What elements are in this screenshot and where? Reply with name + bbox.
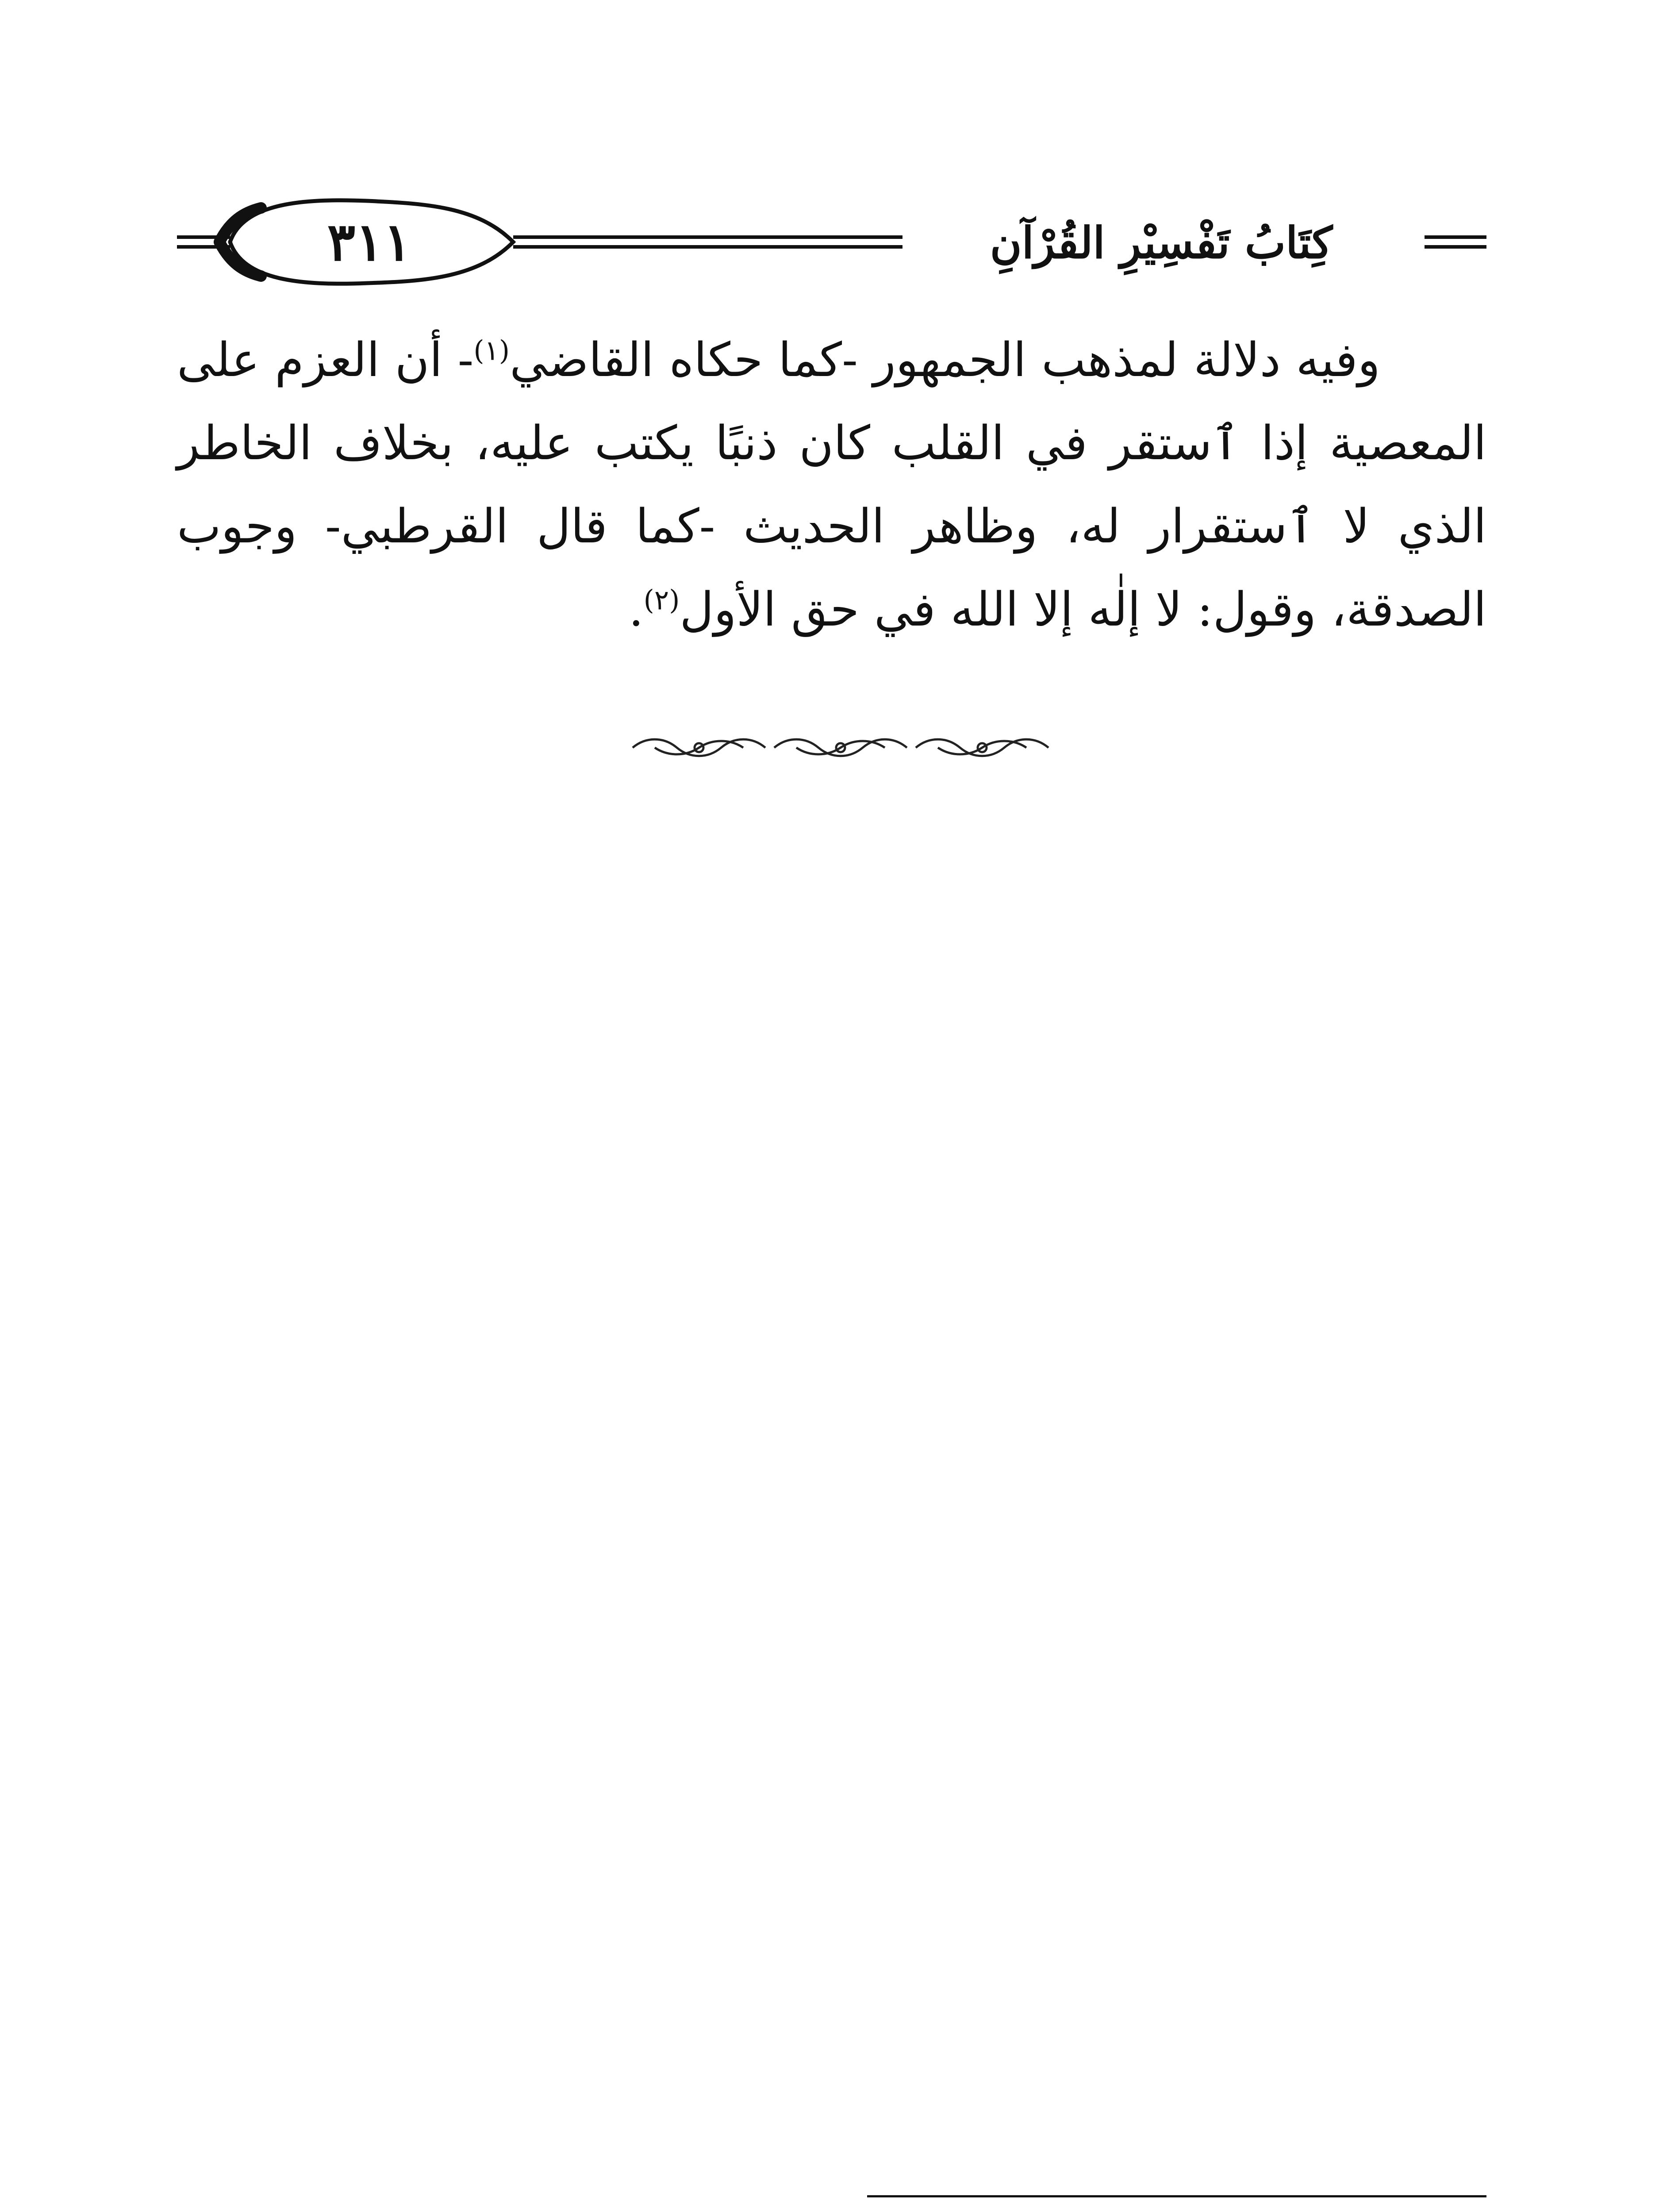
footnote-ref-2: (٢)	[643, 584, 680, 616]
main-text	[177, 319, 1486, 651]
text-line-4: وقول: لا إلٰه إلا الله في حق الأول	[680, 582, 1317, 637]
page-number: ٣١١	[327, 211, 412, 273]
footnote-ref-1: (١)	[473, 334, 510, 367]
text-line-1: وفيه دلالة لمذهب الجمهور -كما حكاه القاضي	[510, 333, 1380, 387]
text-line-2: المعصية إذا ٱستقر في القلب كان ذنبًا يكتب عليه، بخلاف الخاطر الذي	[177, 416, 1486, 553]
footnote-separator	[867, 2195, 1486, 2197]
running-header	[177, 195, 1486, 292]
paragraph	[177, 319, 1486, 651]
ornament-divider	[628, 734, 1053, 761]
text-line-4-end: .	[628, 582, 644, 637]
text-line-1-end: - أن العزم على	[177, 333, 474, 387]
book-title: كِتَابُ تَفْسِيْرِ القُرْآنِ	[990, 218, 1333, 269]
text-line-3: لا ٱستقرار له، وظاهر الحديث -كما قال القرطبي- وجوب الصدقة،	[177, 499, 1486, 637]
